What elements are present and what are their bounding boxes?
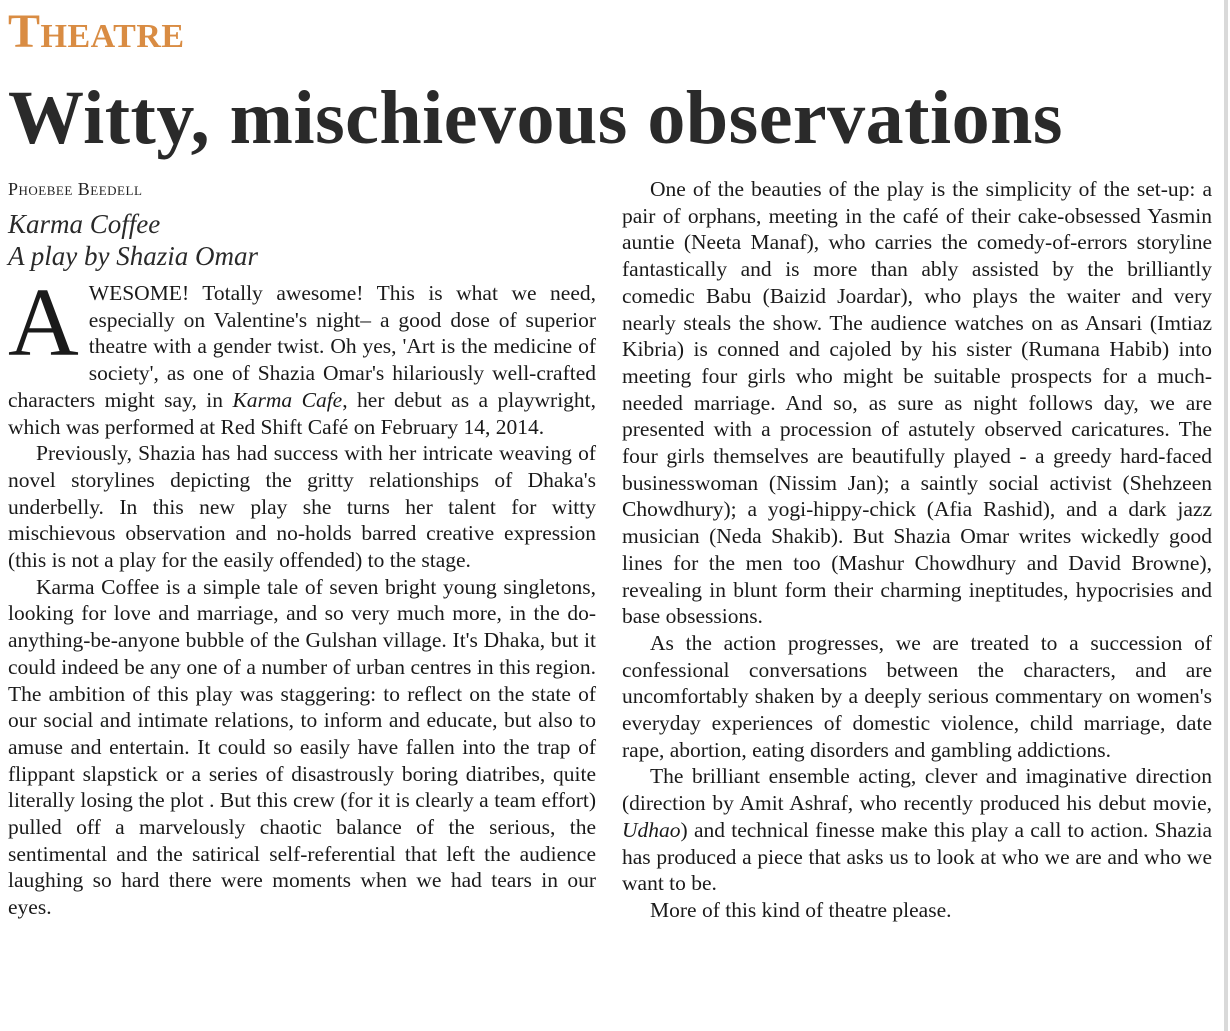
drop-cap: A — [8, 269, 79, 377]
paragraph: AWESOME! Totally awesome! This is what we need, especially on Valentine's night– a good dose of superior theatre with a gender twist. Oh yes, 'Art is the medicine of society', as one of Shazia Omar's hilariously well-crafted characters might say, in Karma Cafe, her debut as a playwright, which was performed at Red Shift Café on February 14, 2014. — [8, 269, 597, 439]
paragraph: The brilliant ensemble acting, clever and imaginative direction (direction by Amit Ashraf, who recently produced his debut movie, Udhao) and technical finesse make this play a call to action. Shazia has produced a piece that asks us to look at who we are and who we want to be. — [622, 764, 1212, 896]
paragraph: As the action progresses, we are treated to a succession of confessional conversations between the characters, and are uncomfortably shaken by a deeply serious commentary on women's everyday experiences of domestic violence, child marriage, date rape, abortion, eating disorders and gambling addictions. — [622, 630, 1212, 762]
headline: Witty, mischievous observations — [8, 76, 1063, 160]
byline: Phoebee Beedell — [8, 179, 143, 199]
subtitle — [8, 208, 596, 272]
paragraph: One of the beauties of the play is the simplicity of the set-up: a pair of orphans, meeting in the café of their cake-obsessed Yasmin auntie (Neeta Manaf), who carries the comedy-of-errors storyline fantastically and is more than ably assisted by the brilliantly comedic Babu (Baizid Joardar), who plays the waiter and very nearly steals the show. The audience watches on as Ansari (Imtiaz Kibria) is conned and cajoled by his sister (Rumana Habib) into meeting four girls who might be suitable prospects for a much-needed marriage. And so, as sure as night follows day, we are presented with a procession of astutely observed caricatures. The four girls themselves are beautifully played - a greedy hard-faced businesswoman (Nissim Jan); a saintly social activist (Shehzeen Chowdhury); a yogi-hippy-chick (Afia Rashid), and a dark jazz musician (Neda Shakib). But Shazia Omar writes wickedly good lines for the men too (Mashur Chowdhury and David Browne), revealing in blunt form their charming ineptitudes, hypocrisies and base obsessions. — [622, 177, 1212, 629]
paragraph: More of this kind of theatre please. — [650, 897, 952, 922]
section-label: Theatre — [8, 5, 185, 58]
page-edge-rule — [1224, 0, 1228, 1031]
subtitle-author: A play by Shazia Omar — [8, 241, 258, 271]
subtitle-title: Karma Coffee — [8, 209, 161, 239]
movie-title-italic: Udhao — [622, 817, 681, 842]
left-column — [8, 176, 596, 921]
paragraph: Previously, Shazia has had success with her intricate weaving of novel storylines depicting the gritty relationships of Dhaka's underbelly. In this new play she turns her talent for witty mischievous observation and no-holds barred creative expression (this is not a play for the easily offended) to the stage. — [8, 441, 596, 573]
paragraph: Karma Coffee is a simple tale of seven bright young singletons, looking for love and marriage, and so very much more, in the do-anything-be-anyone bubble of the Gulshan village. It's Dhaka, but it could indeed be any one of a number of urban centres in this region. The ambition of this play was staggering: to reflect on the state of our social and intimate relations, to inform and educate, but also to amuse and entertain. It could so easily have fallen into the trap of flippant slapstick or a series of disastrously boring diatribes, quite literally losing the plot . But this crew (for it is clearly a team effort) pulled off a marvelously chaotic balance of the serious, the sentimental and the satirical self-referential that left the audience laughing so hard there were moments when we had tears in our eyes. — [8, 574, 596, 920]
right-column — [622, 176, 1212, 924]
play-title-italic: Karma Cafe — [232, 387, 343, 412]
